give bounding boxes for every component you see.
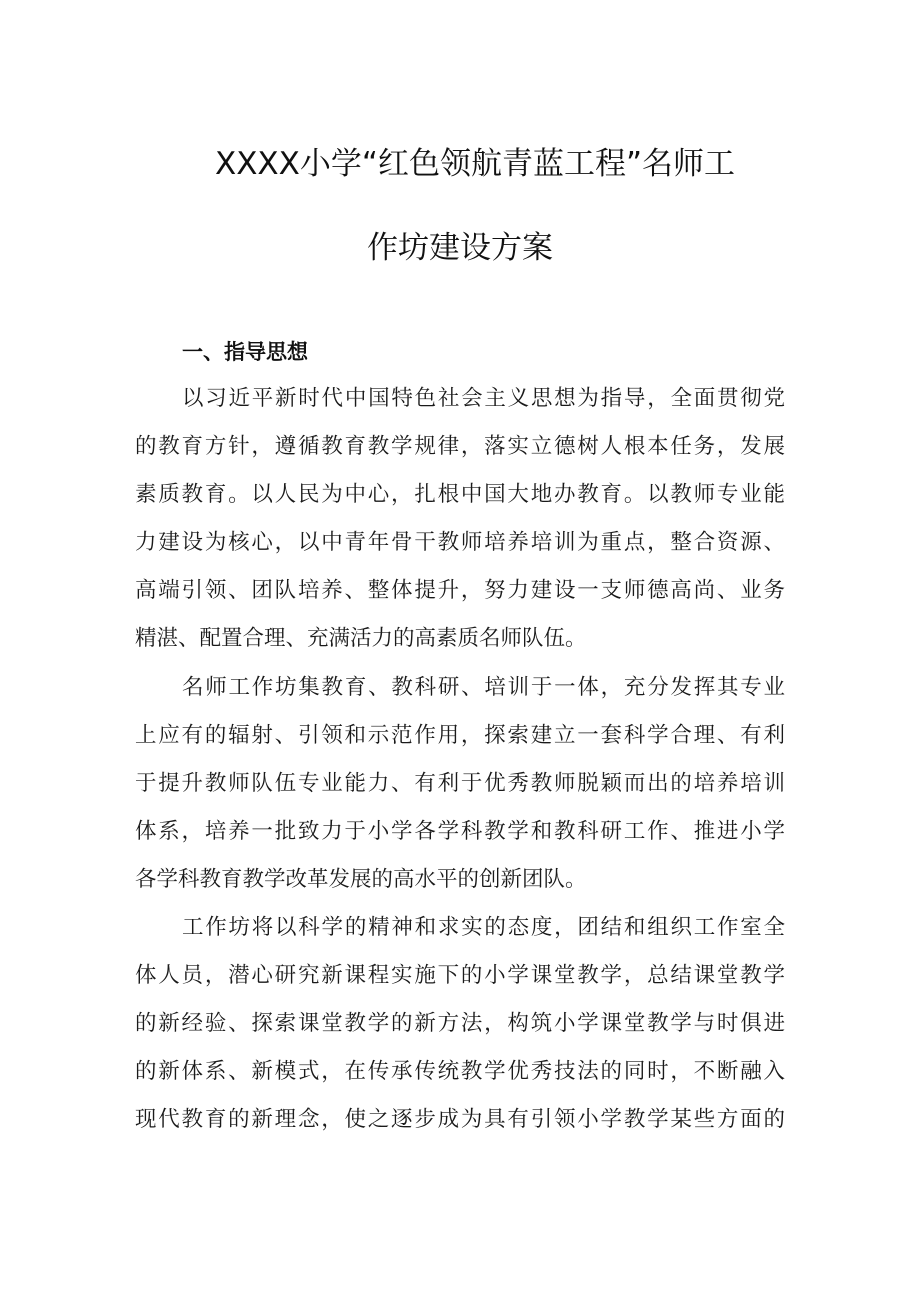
paragraph-1-line-2: 的教育方针，遵循教育教学规律，落实立德树人根本任务，发展 bbox=[135, 434, 785, 459]
paragraph-3-line-2: 体人员，潜心研究新课程实施下的小学课堂教学，总结课堂教学 bbox=[135, 963, 785, 988]
paragraph-1-line-3: 素质教育。以人民为中心，扎根中国大地办教育。以教师专业能 bbox=[135, 482, 785, 507]
paragraph-1-line-4: 力建设为核心，以中青年骨干教师培养培训为重点，整合资源、 bbox=[135, 530, 785, 555]
paragraph-1-line-1: 以习近平新时代中国特色社会主义思想为指导，全面贯彻党 bbox=[182, 386, 785, 411]
paragraph-3-line-5: 现代教育的新理念，使之逐步成为具有引领小学教学某些方面的 bbox=[135, 1107, 785, 1132]
paragraph-2-line-4: 体系，培养一批致力于小学各学科教学和教科研工作、推进小学 bbox=[135, 819, 785, 844]
document-title-line-1: XXXX小学“红色领航青蓝工程”名师工 bbox=[214, 146, 736, 182]
paragraph-3-line-1: 工作坊将以科学的精神和求实的态度，团结和组织工作室全 bbox=[182, 915, 785, 940]
paragraph-2-line-1: 名师工作坊集教育、教科研、培训于一体，充分发挥其专业 bbox=[182, 675, 785, 700]
paragraph-1-line-6: 精湛、配置合理、充满活力的高素质名师队伍。 bbox=[135, 626, 587, 651]
paragraph-2-line-3: 于提升教师队伍专业能力、有利于优秀教师脱颖而出的培养培训 bbox=[135, 771, 785, 796]
paragraph-3-line-3: 的新经验、探索课堂教学的新方法，构筑小学课堂教学与时俱进 bbox=[135, 1011, 785, 1036]
paragraph-1-line-5: 高端引领、团队培养、整体提升，努力建设一支师德高尚、业务 bbox=[135, 578, 785, 603]
section-heading-guiding-ideology: 一、指导思想 bbox=[182, 340, 308, 364]
paragraph-2-line-2: 上应有的辐射、引领和示范作用，探索建立一套科学合理、有利 bbox=[135, 723, 785, 748]
paragraph-3-line-4: 的新体系、新模式，在传承传统教学优秀技法的同时，不断融入 bbox=[135, 1059, 785, 1084]
document-title-line-2: 作坊建设方案 bbox=[367, 230, 553, 266]
paragraph-2-line-5: 各学科教育教学改革发展的高水平的创新团队。 bbox=[135, 867, 587, 892]
